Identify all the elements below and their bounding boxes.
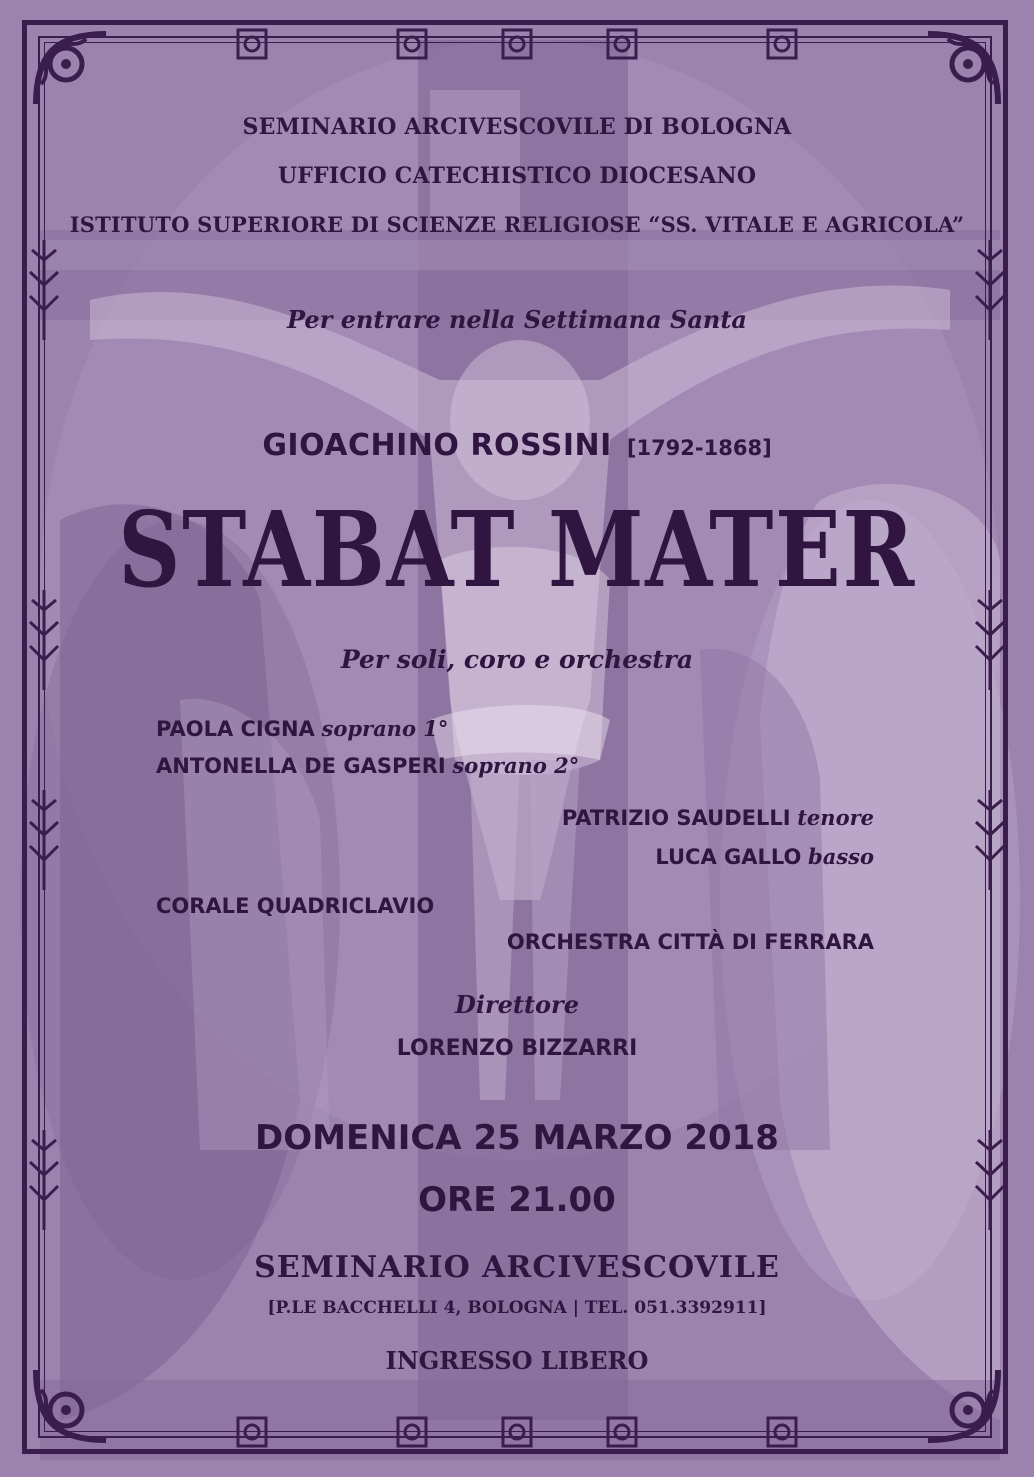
composer-name: GIOACHINO ROSSINI [262,428,612,463]
palmette-ornament [24,230,64,1250]
soloist-name: ANTONELLA DE GASPERI [156,754,446,778]
venue-name: SEMINARIO ARCIVESCOVILE [254,1250,780,1285]
soloist-line [562,805,874,830]
work-title: STABAT MATER [118,488,916,611]
soloist-line [655,844,874,869]
rosette-ornament [230,1412,804,1452]
soloist-role: tenore [797,805,874,830]
corner-scroll-ornament [26,24,116,114]
soloist-role: soprano 1° [321,716,449,741]
venue-address: [P.LE BACCHELLI 4, BOLOGNA | TEL. 051.3392911] [267,1298,767,1318]
soloist-name: LUCA GALLO [655,845,802,869]
soloist-line [156,716,448,741]
conductor-label: Direttore [455,990,579,1019]
soloist-name: PAOLA CIGNA [156,717,315,741]
composer-dates: [1792-1868] [626,436,772,460]
conductor-name: LORENZO BIZZARRI [396,1036,638,1061]
event-time: ORE 21.00 [418,1180,616,1220]
soloist-line [156,753,579,778]
scoring-subtitle: Per soli, coro e orchestra [340,645,694,674]
admission-note: INGRESSO LIBERO [385,1346,649,1375]
soloist-role: basso [808,844,874,869]
organizer-line: UFFICIO CATECHISTICO DIOCESANO [277,163,757,189]
palmette-ornament [970,230,1010,1250]
occasion-subtitle: Per entrare nella Settimana Santa [287,305,747,334]
orchestra-name: ORCHESTRA CITTÀ DI FERRARA [506,930,874,954]
rosette-ornament [230,24,804,64]
event-date: DOMENICA 25 MARZO 2018 [255,1118,779,1158]
organizer-line: ISTITUTO SUPERIORE DI SCIENZE RELIGIOSE “SS. VITALE E AGRICOLA” [69,212,965,237]
soloist-name: PATRIZIO SAUDELLI [561,806,791,830]
composer-line [0,428,1034,463]
choir-name: CORALE QUADRICLAVIO [156,894,435,918]
organizer-line: SEMINARIO ARCIVESCOVILE DI BOLOGNA [242,114,792,140]
soloist-role: soprano 2° [452,753,580,778]
corner-scroll-ornament [918,24,1008,114]
